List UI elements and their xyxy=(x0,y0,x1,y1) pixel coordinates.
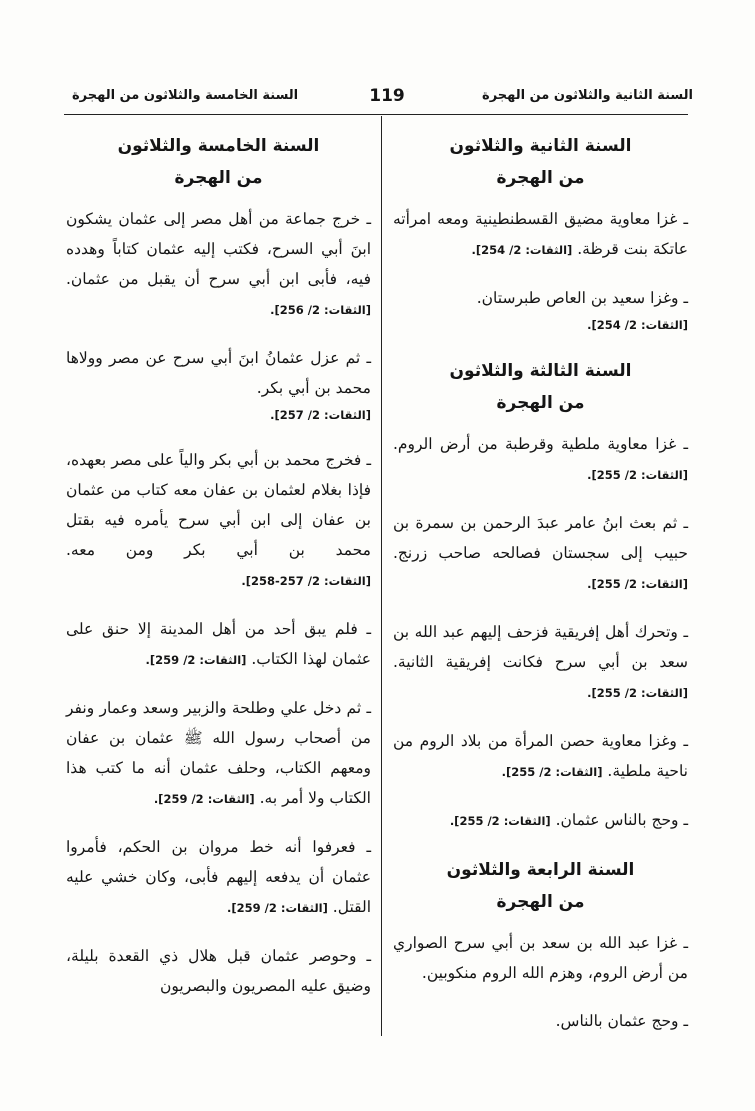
entry-text: ـ فلم يبق أحد من أهل المدينة إلا حنق على عثمان لهذا الكتاب. xyxy=(66,620,371,668)
entry-text: ـ وغزا سعيد بن العاص طبرستان. xyxy=(476,289,688,307)
entry-text: ـ ثم عزل عثمانُ ابنَ أبي سرح عن مصر وولاها محمد بن أبي بكر. xyxy=(66,349,371,397)
citation: [الثقات: 2/ 259]. xyxy=(145,653,247,667)
entry-text: ـ ثم دخل علي وطلحة والزبير وسعد وعمار ونفر من أصحاب رسول الله ﷺ عثمان بن عفان ومعهم الكتاب، وحلف عثمان أنه ما كتب هذا الكتاب ولا أمر به. xyxy=(66,699,371,807)
section-title xyxy=(393,355,688,419)
section-title xyxy=(66,130,371,194)
right-column xyxy=(393,120,688,1054)
left-column xyxy=(66,120,371,1019)
entry xyxy=(393,1006,688,1036)
entry-text: ـ غزا معاوية ملطية وقرطبة من أرض الروم. xyxy=(393,435,688,453)
citation: [الثقات: 2/ 259]. xyxy=(153,792,255,806)
entry-text: ـ وحج بالناس عثمان. xyxy=(555,811,688,829)
entry xyxy=(393,429,688,490)
section-title-line2: من الهجرة xyxy=(496,168,585,188)
entry-text: ـ وحوصر عثمان قبل هلال ذي القعدة بليلة، وضيق عليه المصريون والبصريون xyxy=(66,947,371,995)
citation: [الثقات: 2/ 255]. xyxy=(501,765,603,779)
entry-text: ـ وغزا معاوية حصن المرأة من بلاد الروم من ناحية ملطية. xyxy=(393,732,688,780)
entry-text: ـ فعرفوا أنه خط مروان بن الحكم، فأمروا عثمان أن يدفعه إليهم فأبى، وكان خشي عليه القتل. xyxy=(66,838,371,916)
section-title-line1: السنة الخامسة والثلاثون xyxy=(117,136,320,156)
entry xyxy=(66,941,371,1001)
entry xyxy=(66,445,371,596)
entry-text: ـ وتحرك أهل إفريقية فزحف إليهم عبد الله بن سعد بن أبي سرح فكانت إفريقية الثانية. xyxy=(393,623,688,671)
entry-text: ـ فخرج محمد بن أبي بكر والياً على مصر بعهده، فإذا بغلام لعثمان بن عفان معه كتاب من عثمان بن عفان إلى ابن أبي سرح يأمره فيه بقتل محمد بن أبي بكر ومن معه. xyxy=(66,451,371,559)
entry-text: ـ وحج عثمان بالناس. xyxy=(555,1012,688,1030)
citation: [الثقات: 2/ 254]. xyxy=(587,318,688,332)
entry xyxy=(393,617,688,708)
entry xyxy=(393,204,688,265)
section-title xyxy=(393,854,688,918)
citation: [الثقات: 2/ 255]. xyxy=(449,814,551,828)
citation: [الثقات: 2/ 256]. xyxy=(270,303,371,317)
section-title-line1: السنة الثالثة والثلاثون xyxy=(449,361,632,381)
entry xyxy=(66,204,371,325)
page-number: 119 xyxy=(369,86,405,106)
entry-text: ـ خرج جماعة من أهل مصر إلى عثمان يشكون ابنَ أبي السرح، فكتب إليه عثمان كتاباً وهدده فيه، فأبى ابن أبي سرح أن يقبل من عثمان. xyxy=(66,210,371,288)
entry xyxy=(393,283,688,313)
citation: [الثقات: 2/ 255]. xyxy=(587,577,688,591)
citation: [الثقات: 2/ 257]. xyxy=(270,408,371,422)
running-header-left: السنة الخامسة والثلاثون من الهجرة xyxy=(72,88,299,103)
entry xyxy=(66,614,371,675)
section-title-line2: من الهجرة xyxy=(496,892,585,912)
entry xyxy=(66,693,371,814)
section-title-line2: من الهجرة xyxy=(174,168,263,188)
entry-text: ـ غزا معاوية مضيق القسطنطينية ومعه امرأته عاتكة بنت قرظة. xyxy=(393,210,688,258)
column-divider xyxy=(381,116,382,1036)
section-title-line1: السنة الثانية والثلاثون xyxy=(449,136,632,156)
entry-text: ـ ثم بعث ابنُ عامر عبدَ الرحمن بن سمرة بن حبيب إلى سجستان فصالحه صاحب زرنج. xyxy=(393,514,688,562)
entry xyxy=(393,508,688,599)
section-title xyxy=(393,130,688,194)
citation: [الثقات: 2/ 254]. xyxy=(471,243,573,257)
section-title-line1: السنة الرابعة والثلاثون xyxy=(446,860,635,880)
header-rule xyxy=(64,114,688,115)
entry xyxy=(66,832,371,923)
citation: [الثقات: 2/ 255]. xyxy=(587,468,688,482)
entry xyxy=(66,343,371,403)
section-title-line2: من الهجرة xyxy=(496,393,585,413)
entry xyxy=(393,805,688,836)
entry-text: ـ غزا عبد الله بن سعد بن أبي سرح الصواري من أرض الروم، وهزم الله الروم منكوبين. xyxy=(393,934,688,982)
entry xyxy=(393,726,688,787)
citation: [الثقات: 2/ 259]. xyxy=(227,901,328,915)
running-header-right: السنة الثانية والثلاثون من الهجرة xyxy=(482,88,693,103)
citation: [الثقات: 2/ 255]. xyxy=(587,686,688,700)
citation: [الثقات: 2/ 257-258]. xyxy=(241,574,371,588)
entry xyxy=(393,928,688,988)
